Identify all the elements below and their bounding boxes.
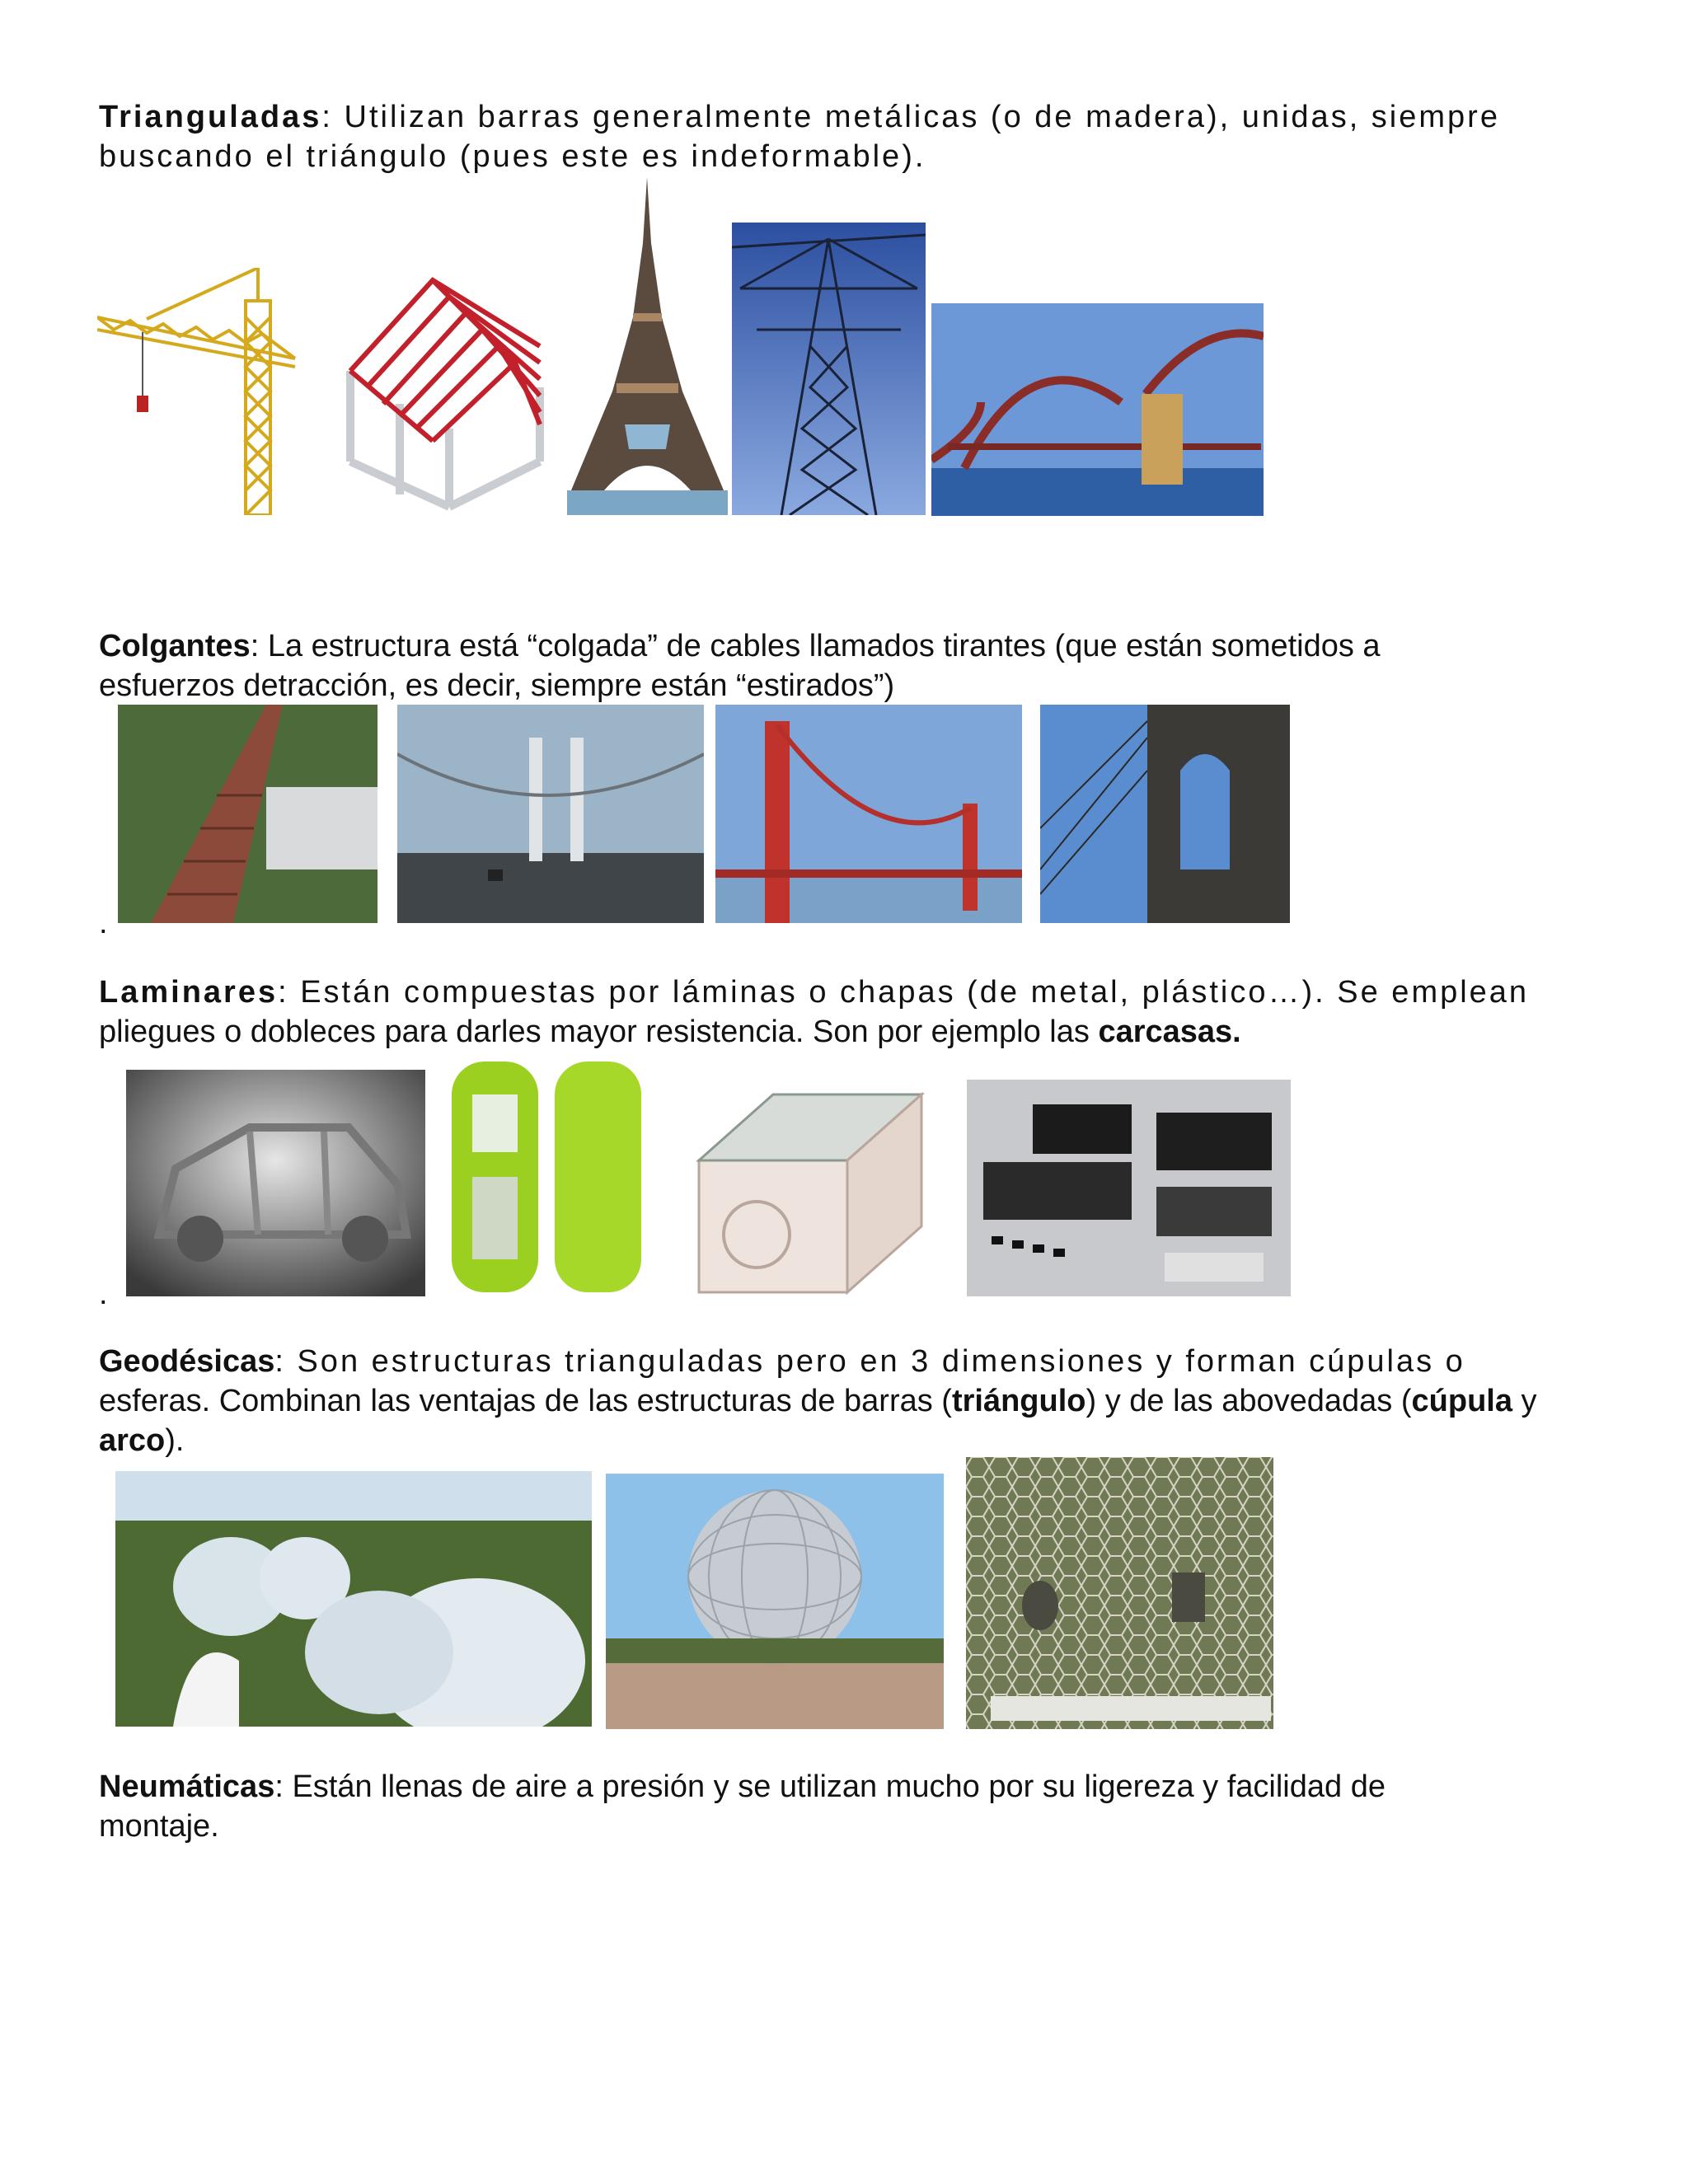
trianguladas-title: Trianguladas (99, 100, 322, 134)
colgantes-text-1: : La estructura está “colgada” de cables llamados tirantes (que están sometidos a (250, 629, 1381, 663)
laminares-text-1: : Están compuestas por láminas o chapas (de metal, plástico…). Se emplean (278, 975, 1530, 1010)
geodesic-biosphere-image (966, 1457, 1273, 1729)
neumaticas-paragraph (99, 1767, 1599, 1846)
colgantes-text-2: esfuerzos detracción, es decir, siempre están “estirados”) (99, 668, 895, 703)
electric-pylon-image (732, 223, 926, 515)
geodesicas-title: Geodésicas (99, 1344, 275, 1379)
trianguladas-text-1: : Utilizan barras generalmente metálicas (o de madera), unidas, siempre (321, 100, 1500, 134)
colgantes-title: Colgantes (99, 629, 251, 663)
car-body-image (126, 1070, 425, 1296)
neumaticas-text-1: : Están llenas de aire a presión y se utilizan mucho por su ligereza y facilidad de (274, 1769, 1386, 1804)
geodesicas-bold-arco: arco (99, 1423, 166, 1458)
laminares-text-2: pliegues o dobleces para darles mayor resistencia. Son por ejemplo las (99, 1015, 1099, 1049)
geodesicas-text-5: ). (165, 1423, 185, 1458)
forth-bridge-image (931, 303, 1264, 516)
geodesicas-bold-triangulo: triángulo (951, 1384, 1086, 1418)
epcot-sphere-image (606, 1474, 944, 1729)
geodesicas-text-2: esferas. Combinan las ventajas de las estructuras de barras ( (99, 1384, 952, 1418)
separator-dot-2: . (99, 1277, 108, 1311)
neumaticas-text-2: montaje. (99, 1809, 219, 1844)
washing-machine-casing-image (682, 1070, 934, 1296)
colgantes-paragraph (99, 626, 1599, 705)
trianguladas-paragraph (99, 97, 1599, 176)
laminares-title: Laminares (99, 975, 279, 1010)
device-casing-parts-image (967, 1080, 1291, 1296)
suspension-bridge-road-image (397, 705, 704, 923)
trianguladas-text-2: buscando el triángulo (pues este es indeformable). (99, 139, 926, 174)
laminares-bold: carcasas. (1098, 1015, 1241, 1049)
geodesicas-text-3: ) y de las abovedadas ( (1085, 1384, 1412, 1418)
eden-project-image (115, 1471, 592, 1727)
golden-gate-image (715, 705, 1022, 923)
separator-dot-1: . (99, 906, 108, 940)
geodesicas-bold-cupula: cúpula (1411, 1384, 1512, 1418)
geodesicas-paragraph (99, 1342, 1599, 1460)
rope-bridge-image (118, 705, 377, 923)
geodesicas-text-1: : Son estructuras trianguladas pero en 3 dimensiones y forman cúpulas o (274, 1344, 1465, 1379)
crane-image (97, 268, 299, 515)
phone-casing-image (443, 1053, 649, 1301)
neumaticas-title: Neumáticas (99, 1769, 275, 1804)
brooklyn-bridge-image (1040, 705, 1290, 923)
eiffel-tower-image (567, 177, 728, 515)
geodesicas-text-4: y (1512, 1384, 1537, 1418)
roof-truss-image (334, 272, 548, 515)
laminares-paragraph (99, 972, 1599, 1052)
